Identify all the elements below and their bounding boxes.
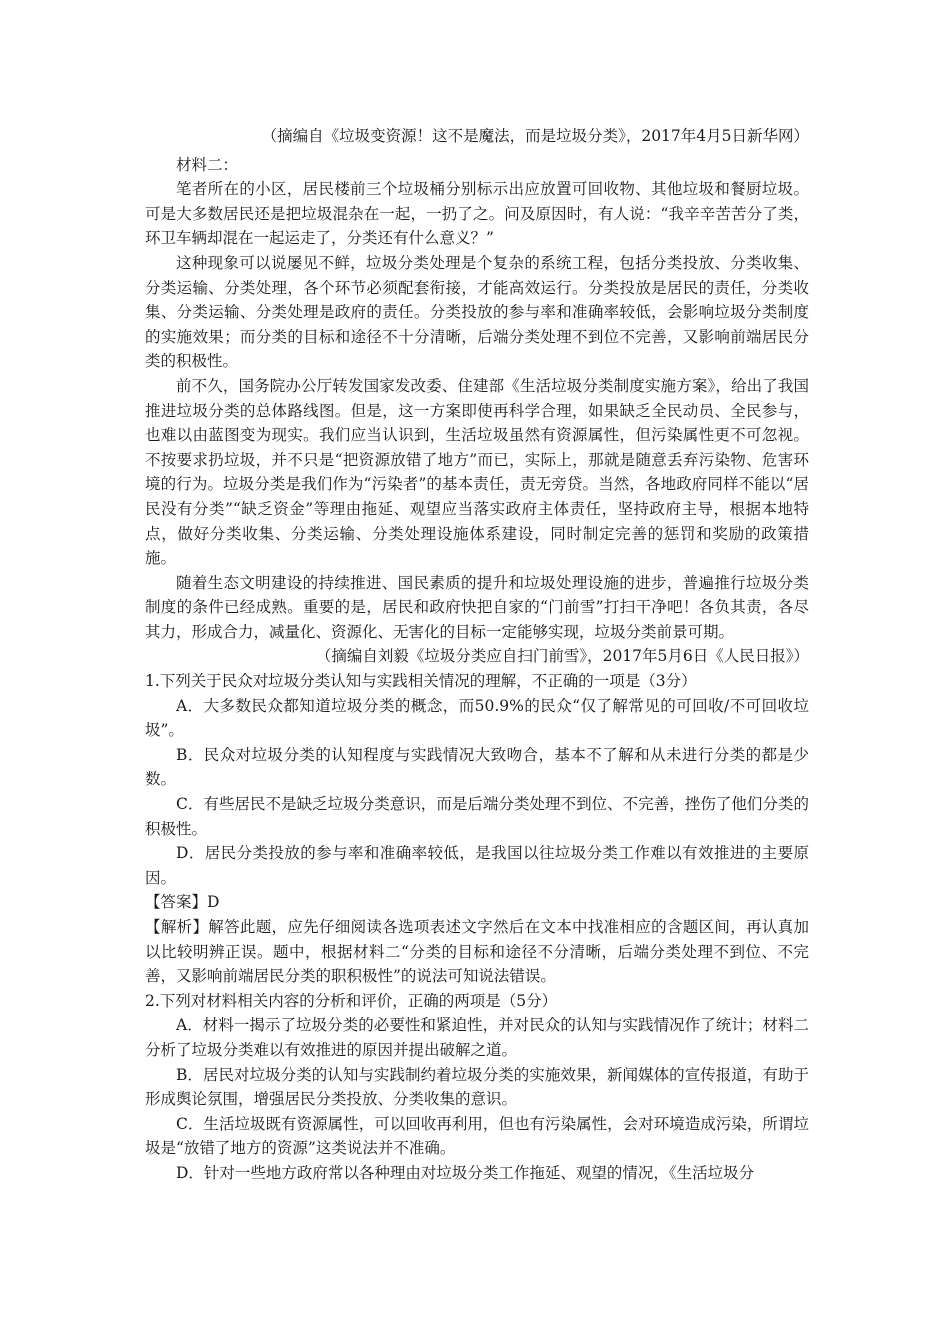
paragraph-1: 笔者所在的小区，居民楼前三个垃圾桶分别标示出应放置可回收物、其他垃圾和餐厨垃圾。可是大多数居民还是把垃圾混杂在一起，一扔了之。问及原因时，有人说：“我辛辛苦苦分了类，环卫车辆却混在一起运走了，分类还有什么意义？” xyxy=(145,180,809,248)
source-citation-1: （摘编自《垃圾变资源！这不是魔法，而是垃圾分类》，2017年4月5日新华网） xyxy=(261,127,809,145)
question-1-option-b: B．民众对垃圾分类的认知程度与实践情况大致吻合，基本不了解和从未进行分类的都是少数。 xyxy=(145,745,809,789)
paragraph-4: 随着生态文明建设的持续推进、国民素质的提升和垃圾处理设施的进步，普遍推行垃圾分类制度的条件已经成熟。重要的是，居民和政府快把自家的“门前雪”打扫干净吧！各负其责，各尽其力，形成合力，减量化、资源化、无害化的目标一定能够实现，垃圾分类前景可期。 xyxy=(145,573,809,641)
question-1-option-a: A．大多数民众都知道垃圾分类的概念，而50.9%的民众“仅了解常见的可回收/不可回收垃圾”。 xyxy=(145,696,809,740)
question-2-option-c: C．生活垃圾既有资源属性，可以回收再利用，但也有污染属性，会对环境造成污染，所谓垃圾是“放错了地方的资源”这类说法并不准确。 xyxy=(145,1114,809,1158)
question-1-stem: 1.下列关于民众对垃圾分类认知与实践相关情况的理解，不正确的一项是（3分） xyxy=(145,672,697,691)
question-2-option-b: B．居民对垃圾分类的认知与实践制约着垃圾分类的实施效果，新闻媒体的宣传报道，有助于形成舆论氛围，增强居民分类投放、分类收集的意识。 xyxy=(145,1065,809,1109)
question-1-answer: 【答案】D xyxy=(145,893,220,912)
question-2-stem: 2.下列对材料相关内容的分析和评价，正确的两项是（5分） xyxy=(145,991,558,1010)
question-1-option-d: D．居民分类投放的参与率和准确率较低，是我国以往垃圾分类工作难以有效推进的主要原因。 xyxy=(145,844,809,887)
question-2-option-a: A．材料一揭示了垃圾分类的必要性和紧迫性，并对民众的认知与实践情况作了统计；材料二分析了垃圾分类难以有效推进的原因并提出破解之道。 xyxy=(145,1016,809,1059)
paragraph-2: 这种现象可以说屡见不鲜，垃圾分类处理是个复杂的系统工程，包括分类投放、分类收集、分类运输、分类处理，各个环节必须配套衔接，才能高效运行。分类投放是居民的责任，分类收集、分类运输、分类处理是政府的责任。分类投放的参与率和准确率较低，会影响垃圾分类制度的实施效果；而分类的目标和途径不十分清晰，后端分类处理不到位不完善，又影响前端居民分类的积极性。 xyxy=(145,253,809,371)
material-2-title: 材料二： xyxy=(176,155,239,174)
document-page xyxy=(145,124,809,1186)
source-citation-2: （摘编自刘毅《垃圾分类应自扫门前雪》，2017年5月6日《人民日报》） xyxy=(315,647,809,666)
paragraph-3: 前不久，国务院办公厅转发国家发改委、住建部《生活垃圾分类制度实施方案》，给出了我国推进垃圾分类的总体路线图。但是，这一方案即使再科学合理，如果缺乏全民动员、全民参与，也难以由蓝图变为现实。我们应当认识到，生活垃圾虽然有资源属性，但污染属性更不可忽视。不按要求扔垃圾，并不只是“把资源放错了地方”而已，实际上，那就是随意丢弃污染物、危害环境的行为。垃圾分类是我们作为“污染者”的基本责任，责无旁贷。当然，各地政府同样不能以“居民没有分类”“缺乏资金”等理由拖延、观望应当落实政府主体责任，坚持政府主导，根据本地特点，做好分类收集、分类运输、分类处理设施体系建设，同时制定完善的惩罚和奖励的政策措施。 xyxy=(145,376,809,568)
question-1-analysis: 【解析】解答此题，应先仔细阅读各选项表述文字然后在文本中找准相应的含题区间，再认真加以比较明辨正误。题中，根据材料二“分类的目标和途径不分清晰，后端分类处理不到位、不完善，又影响前端居民分类的职积极性”的说法可知说法错误。 xyxy=(145,918,809,986)
question-2-option-d: D．针对一些地方政府常以各种理由对垃圾分类工作拖延、观望的情况，《生活垃圾分 xyxy=(176,1163,755,1182)
question-1-option-c: C．有些居民不是缺乏垃圾分类意识，而是后端分类处理不到位、不完善，挫伤了他们分类的积极性。 xyxy=(145,795,809,838)
